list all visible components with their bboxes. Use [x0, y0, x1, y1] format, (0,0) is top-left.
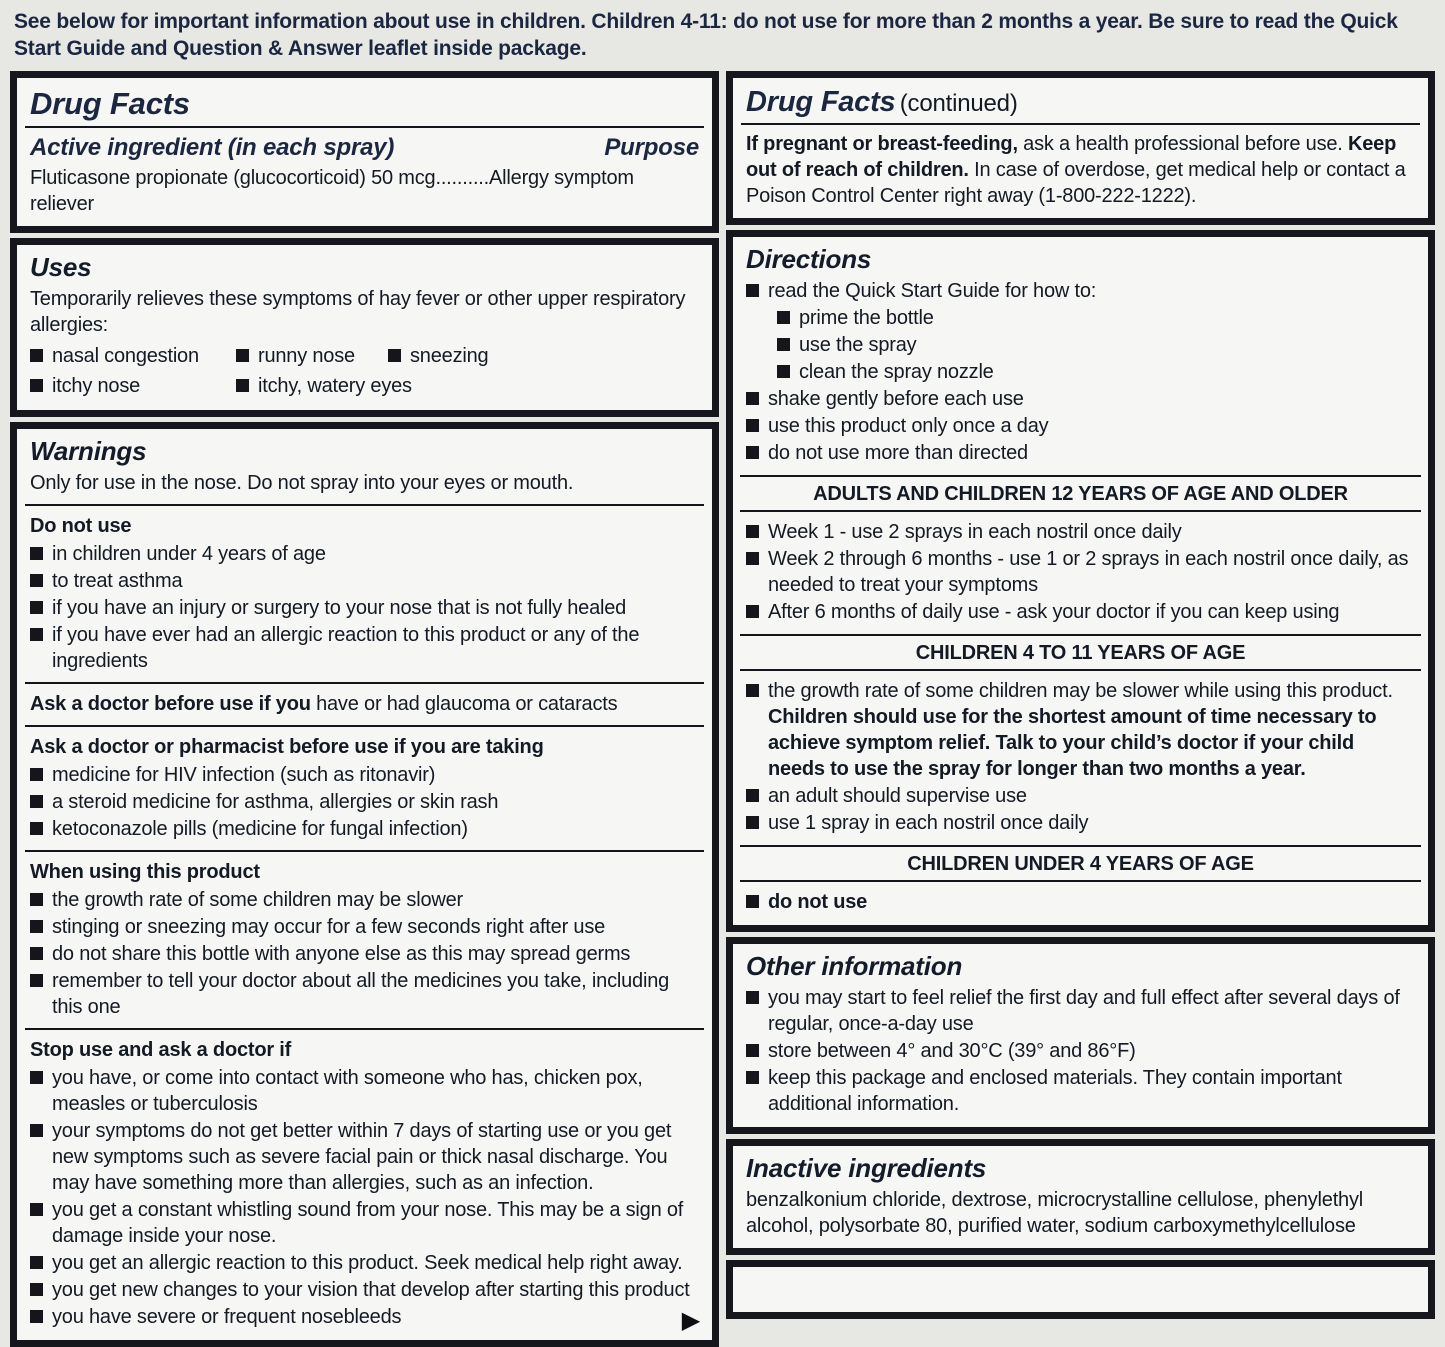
bullet-square-icon: [30, 574, 43, 587]
bullet-square-icon: [30, 1310, 43, 1323]
warning-item: [30, 622, 699, 674]
ask-doctor-text: have or had glaucoma or cataracts: [310, 692, 618, 715]
children-4-11-header: CHILDREN 4 TO 11 YEARS OF AGE: [740, 634, 1421, 671]
dosing-item: [746, 546, 1415, 598]
warnings-box: [10, 422, 719, 1347]
bullet-square-icon: [388, 349, 401, 362]
bullet-square-icon: [746, 789, 759, 802]
symptom-label: itchy nose: [52, 374, 141, 397]
continued-arrow-icon: ▶: [681, 1306, 700, 1334]
divider: [25, 725, 704, 727]
pregnant-text: ask a health professional before use.: [1017, 132, 1343, 155]
bullet-square-icon: [746, 1071, 759, 1084]
warning-item: [30, 1065, 699, 1117]
symptom-label: nasal congestion: [52, 344, 199, 367]
bullet-square-icon: [30, 893, 43, 906]
bullet-square-icon: [746, 816, 759, 829]
children-under-4-header: CHILDREN UNDER 4 YEARS OF AGE: [740, 845, 1421, 882]
inactive-ingredients-title: Inactive ingredients: [746, 1152, 987, 1183]
dosing-item: [746, 678, 1415, 782]
other-information-title: Other information: [746, 950, 963, 981]
other-info-text: you may start to feel relief the first day and full effect after several days of regular, once-a-day use: [768, 986, 1400, 1035]
dosing-item: [746, 519, 1415, 545]
right-column: [726, 71, 1435, 1259]
bullet-square-icon: [746, 446, 759, 459]
direction-text: prime the bottle: [799, 306, 934, 329]
warning-item: [30, 1197, 699, 1249]
bullet-square-icon: [746, 419, 759, 432]
direction-text: do not use more than directed: [768, 441, 1028, 464]
bullet-square-icon: [746, 552, 759, 565]
warning-item: [30, 816, 699, 842]
dosing-text: Week 2 through 6 months - use 1 or 2 sprays in each nostril once daily, as needed to treat your symptoms: [768, 547, 1409, 596]
warning-text: a steroid medicine for asthma, allergies or skin rash: [52, 790, 499, 813]
symptom-item: [236, 373, 699, 399]
warning-item: [30, 887, 699, 913]
uses-title: Uses: [30, 251, 92, 282]
bullet-square-icon: [30, 1203, 43, 1216]
warning-text: stinging or sneezing may occur for a few seconds right after use: [52, 915, 606, 938]
warning-text: ketoconazole pills (medicine for fungal infection): [52, 817, 468, 840]
bullet-square-icon: [746, 895, 759, 908]
purpose-heading: Purpose: [604, 133, 699, 161]
empty-box: [726, 1260, 1435, 1319]
bullet-square-icon: [30, 795, 43, 808]
direction-item: [746, 440, 1415, 466]
dosing-item: [746, 783, 1415, 809]
bullet-square-icon: [746, 1044, 759, 1057]
other-info-text: store between 4° and 30°C (39° and 86°F): [768, 1039, 1136, 1062]
bullet-square-icon: [30, 974, 43, 987]
dosing-text: Week 1 - use 2 sprays in each nostril once daily: [768, 520, 1182, 543]
drug-facts-continued-title-row: [746, 86, 1415, 119]
bullet-square-icon: [236, 349, 249, 362]
warning-text: you get new changes to your vision that develop after starting this product: [52, 1278, 690, 1301]
warning-text: do not share this bottle with anyone else as this may spread germs: [52, 942, 631, 965]
symptom-item: [30, 373, 236, 399]
warning-item: [30, 914, 699, 940]
ask-doctor-heading: Ask a doctor before use if you: [30, 692, 311, 715]
ingredient-line: Fluticasone propionate (glucocorticoid) 50 mcg..........Allergy symptom reliever: [30, 166, 634, 215]
warning-text: in children under 4 years of age: [52, 542, 326, 565]
bullet-square-icon: [746, 991, 759, 1004]
warning-text: if you have an injury or surgery to your nose that is not fully healed: [52, 596, 627, 619]
warning-text: you have severe or frequent nosebleeds: [52, 1305, 402, 1328]
symptom-label: itchy, watery eyes: [258, 374, 412, 397]
keep-out-bold-text: Keep out of reach of children.: [746, 132, 1397, 181]
ask-doctor-pharmacist-heading: Ask a doctor or pharmacist before use if you are taking: [30, 735, 544, 758]
dosing-text: After 6 months of daily use - ask your doctor if you can keep using: [768, 600, 1340, 623]
bullet-square-icon: [746, 284, 759, 297]
dosing-text: use 1 spray in each nostril once daily: [768, 811, 1089, 834]
bullet-square-icon: [30, 1124, 43, 1137]
warning-text: you get a constant whistling sound from your nose. This may be a sign of damage inside your nose.: [52, 1198, 684, 1247]
symptom-item: [30, 343, 236, 369]
warning-item: [30, 1118, 699, 1196]
bullet-square-icon: [30, 947, 43, 960]
bullet-square-icon: [746, 684, 759, 697]
inactive-ingredients-box: [726, 1139, 1435, 1255]
symptom-item: [388, 343, 699, 369]
warning-item: [30, 789, 699, 815]
bullet-square-icon: [30, 628, 43, 641]
symptom-grid: [30, 341, 699, 401]
warning-text: if you have ever had an allergic reaction to this product or any of the ingredients: [52, 623, 640, 672]
bullet-square-icon: [30, 601, 43, 614]
bullet-square-icon: [30, 1283, 43, 1296]
other-info-item: [746, 985, 1415, 1037]
warning-item: [30, 762, 699, 788]
dosing-item: [746, 810, 1415, 836]
direction-sub-item: [777, 359, 1415, 385]
divider: [25, 1028, 704, 1030]
uses-box: [10, 238, 719, 417]
warning-text: medicine for HIV infection (such as ritonavir): [52, 763, 436, 786]
warning-item: [30, 568, 699, 594]
bullet-square-icon: [30, 822, 43, 835]
warning-item: [30, 968, 699, 1020]
bullet-square-icon: [236, 379, 249, 392]
drug-facts-continued-box: [726, 71, 1435, 225]
bullet-square-icon: [30, 349, 43, 362]
warning-text: the growth rate of some children may be slower: [52, 888, 463, 911]
adults-12-older-header: ADULTS AND CHILDREN 12 YEARS OF AGE AND OLDER: [740, 475, 1421, 512]
warning-item: [30, 1250, 699, 1276]
directions-title: Directions: [746, 243, 872, 274]
direction-text: use the spray: [799, 333, 917, 356]
bullet-square-icon: [746, 525, 759, 538]
dosing-text-normal: the growth rate of some children may be slower while using this product.: [768, 679, 1393, 702]
warning-item: [30, 941, 699, 967]
other-info-item: [746, 1038, 1415, 1064]
other-info-item: [746, 1065, 1415, 1117]
warning-text: you have, or come into contact with someone who has, chicken pox, measles or tuberculosis: [52, 1066, 643, 1115]
dosing-text-bold: Children should use for the shortest amount of time necessary to achieve symptom relief. Talk to your child’s doctor if your child needs to use the spray for longer than two months a year.: [768, 705, 1377, 780]
left-column: [10, 71, 719, 1334]
active-ingredient-row: [30, 134, 699, 162]
dosing-item: [746, 889, 1415, 915]
drug-facts-continued-title: Drug Facts: [746, 85, 896, 118]
do-not-use-heading: Do not use: [30, 514, 132, 537]
bullet-square-icon: [746, 392, 759, 405]
bullet-square-icon: [30, 920, 43, 933]
bullet-square-icon: [30, 547, 43, 560]
divider: [741, 123, 1420, 125]
bullet-square-icon: [777, 311, 790, 324]
divider: [25, 504, 704, 506]
warning-item: [30, 1304, 699, 1330]
direction-text: shake gently before each use: [768, 387, 1024, 410]
symptom-label: runny nose: [258, 344, 355, 367]
symptom-label: sneezing: [410, 344, 489, 367]
keep-out-text: In case of overdose, get medical help or contact a Poison Control Center right away (1-800-222-1222).: [746, 158, 1406, 207]
when-using-heading: When using this product: [30, 860, 260, 883]
warning-item: [30, 1277, 699, 1303]
divider: [25, 126, 704, 128]
uses-intro: Temporarily relieves these symptoms of hay fever or other upper respiratory allergies:: [30, 287, 686, 336]
pregnancy-warning: [746, 131, 1415, 209]
warning-item: [30, 595, 699, 621]
warning-text: to treat asthma: [52, 569, 183, 592]
bullet-square-icon: [777, 365, 790, 378]
dosing-text: [768, 678, 1415, 782]
bullet-square-icon: [746, 605, 759, 618]
dosing-text: do not use: [768, 890, 868, 913]
direction-item: [746, 413, 1415, 439]
other-info-text: keep this package and enclosed materials. They contain important additional information.: [768, 1066, 1342, 1115]
active-ingredient-heading: Active ingredient (in each spray): [30, 133, 395, 161]
bullet-square-icon: [30, 379, 43, 392]
direction-sub-item: [777, 332, 1415, 358]
label-columns: [0, 71, 1445, 1334]
bullet-square-icon: [777, 338, 790, 351]
stop-use-heading: Stop use and ask a doctor if: [30, 1038, 292, 1061]
direction-item: [746, 386, 1415, 412]
direction-text: use this product only once a day: [768, 414, 1049, 437]
continued-suffix: (continued): [899, 89, 1018, 117]
warnings-title: Warnings: [30, 435, 147, 466]
drug-facts-title: Drug Facts: [30, 85, 190, 121]
drug-facts-box: [10, 71, 719, 233]
warnings-intro: Only for use in the nose. Do not spray into your eyes or mouth.: [30, 471, 574, 494]
symptom-item: [236, 343, 388, 369]
bullet-square-icon: [30, 1256, 43, 1269]
direction-sub-item: [777, 305, 1415, 331]
warning-text: remember to tell your doctor about all the medicines you take, including this one: [52, 969, 670, 1018]
bullet-square-icon: [30, 1071, 43, 1084]
divider: [25, 682, 704, 684]
direction-text: clean the spray nozzle: [799, 360, 994, 383]
top-banner-text: See below for important information about use in children. Children 4-11: do not use for more than 2 months a year. Be sure to read the Quick Start Guide and Question & Answer leaflet inside package.: [14, 10, 1398, 60]
other-information-box: [726, 937, 1435, 1134]
inactive-ingredients-text: benzalkonium chloride, dextrose, microcrystalline cellulose, phenylethyl alcohol, polysorbate 80, purified water, sodium carboxymethylcellulose: [746, 1188, 1364, 1237]
warning-text: you get an allergic reaction to this product. Seek medical help right away.: [52, 1251, 683, 1274]
pregnant-bold-text: If pregnant or breast-feeding,: [746, 132, 1018, 155]
direction-item: [746, 278, 1415, 304]
direction-text: read the Quick Start Guide for how to:: [768, 279, 1097, 302]
bullet-square-icon: [30, 768, 43, 781]
dosing-text: an adult should supervise use: [768, 784, 1027, 807]
ask-doctor-line: [30, 691, 699, 717]
warning-item: [30, 541, 699, 567]
divider: [25, 850, 704, 852]
directions-box: [726, 230, 1435, 932]
dosing-item: [746, 599, 1415, 625]
warning-text: your symptoms do not get better within 7 days of starting use or you get new symptoms such as severe facial pain or thick nasal discharge. You may have something more than allergies, such as an infection.: [52, 1119, 672, 1194]
